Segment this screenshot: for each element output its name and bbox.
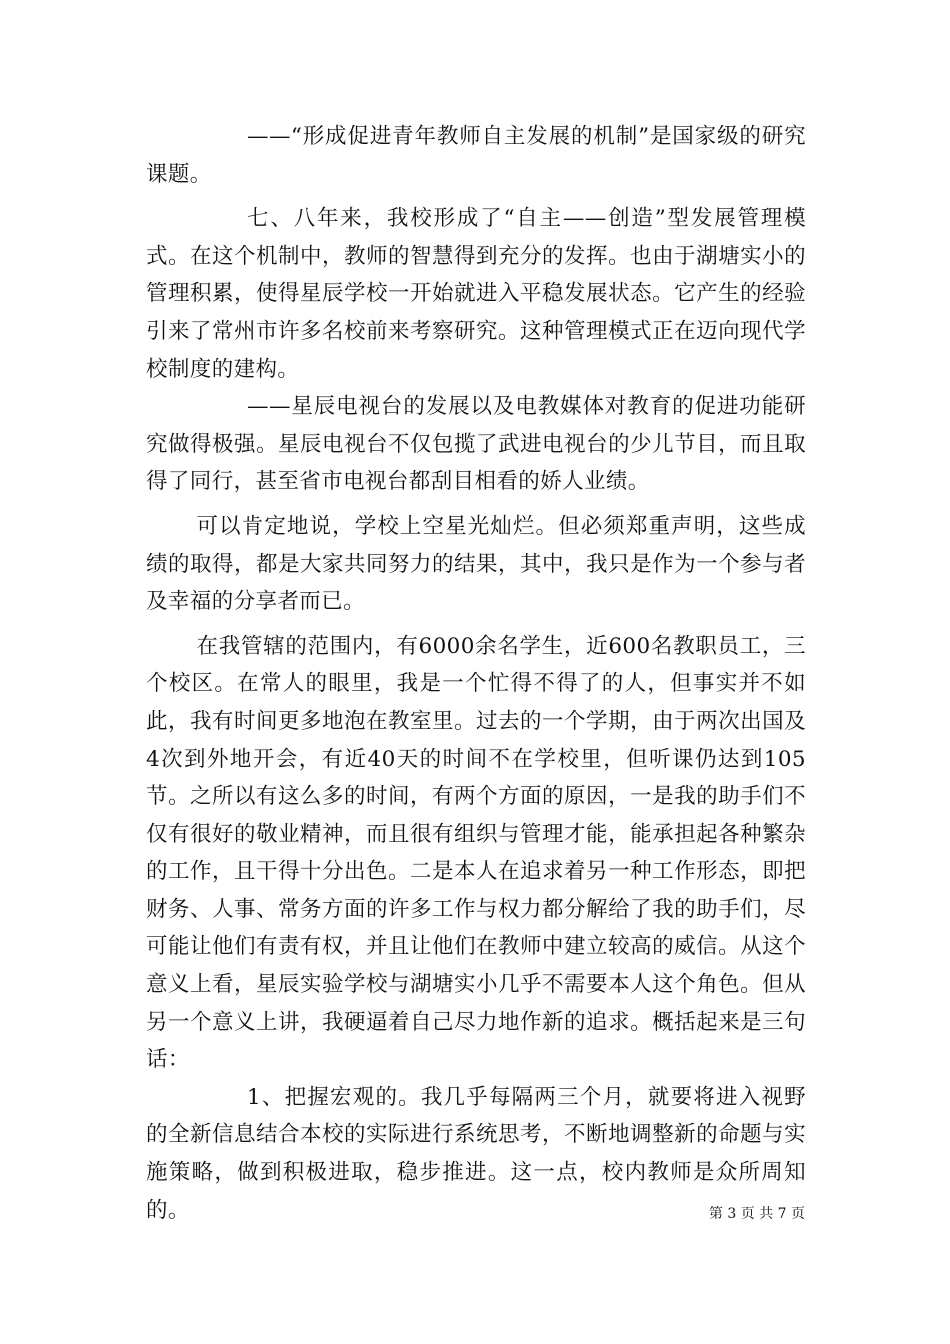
- paragraph-research-topic: ——“形成促进青年教师自主发展的机制”是国家级的研究课题。: [146, 124, 806, 187]
- paragraph-tv-station: ——星辰电视台的发展以及电教媒体对教育的促进功能研究做得极强。星辰电视台不仅包揽了武进电视台的少儿节目，而且取得了同行，甚至省市电视台都刮目相看的娇人业绩。: [146, 394, 806, 495]
- document-body: [146, 118, 806, 1229]
- paragraph-achievements: 可以肯定地说，学校上空星光灿烂。但必须郑重声明，这些成绩的取得，都是大家共同努力的结果，其中，我只是作为一个参与者及幸福的分享者而已。: [146, 513, 806, 615]
- page-number-footer: 第 3 页 共 7 页: [708, 1206, 805, 1222]
- paragraph-item-1: 1、把握宏观的。我几乎每隔两三个月，就要将进入视野的全新信息结合本校的实际进行系统思考，不断地调整新的命题与实施策略，做到积极进取，稳步推进。这一点，校内教师是众所周知的。: [146, 1084, 806, 1223]
- paragraph-management-model: 七、八年来，我校形成了“自主——创造”型发展管理模式。在这个机制中，教师的智慧得到充分的发挥。也由于湖塘实小的管理积累，使得星辰学校一开始就进入平稳发展状态。它产生的经验引来了常州市许多名校前来考察研究。这种管理模式正在迈向现代学校制度的建构。: [146, 206, 806, 382]
- paragraph-workload: 在我管辖的范围内，有6000余名学生，近600名教职员工，三个校区。在常人的眼里，我是一个忙得不得了的人，但事实并不如此，我有时间更多地泡在教室里。过去的一个学期，由于两次出国及4次到外地开会，有近40天的时间不在学校里，但听课仍达到105节。之所以有这么多的时间，有两个方面的原因，一是我的助手们不仅有很好的敬业精神，而且很有组织与管理才能，能承担起各种繁杂的工作，且干得十分出色。二是本人在追求着另一种工作形态，即把财务、人事、常务方面的许多工作与权力都分解给了我的助手们，尽可能让他们有责有权，并且让他们在教师中建立较高的威信。从这个意义上看，星辰实验学校与湖塘实小几乎不需要本人这个角色。但从另一个意义上讲，我硬逼着自己尽力地作新的追求。概括起来是三句话：: [146, 633, 806, 1073]
